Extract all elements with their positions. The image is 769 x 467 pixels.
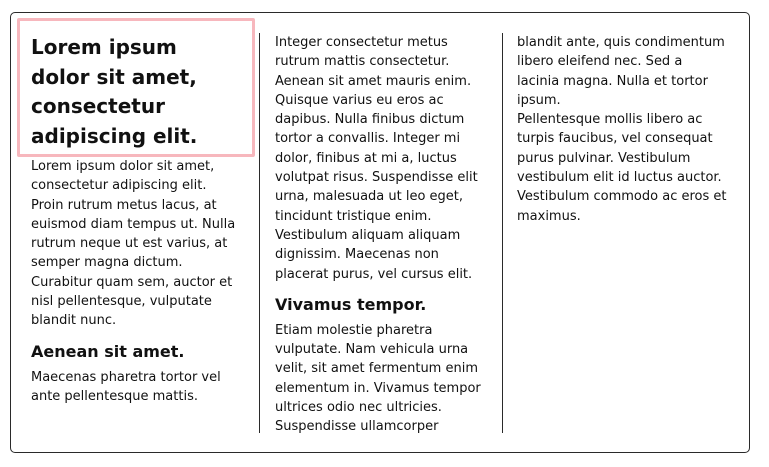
column-divider-1 bbox=[259, 33, 260, 433]
column-3-paragraph-2: Pellentesque mollis libero ac turpis faucibus, vel consequat purus pulvinar. Vestibulum vestibulum elit id luctus auctor. Vestibulum commodo ac eros et maximus. bbox=[517, 112, 727, 224]
section-heading-vivamus: Vivamus tempor. bbox=[275, 294, 427, 314]
column-1-paragraph-2: Maecenas pharetra tortor vel ante pellentesque mattis. bbox=[31, 369, 221, 404]
column-divider-2 bbox=[502, 33, 503, 433]
section-heading-aenean: Aenean sit amet. bbox=[31, 341, 185, 361]
column-1 bbox=[31, 33, 241, 406]
column-2 bbox=[275, 33, 485, 437]
column-2-paragraph-1: Integer consectetur metus rutrum mattis consectetur. Aenean sit amet mauris enim. Quisque varius eu eros ac dapibus. Nulla finibus dictum tortor a convallis. Integer mi dolor, finibus at mi a, luctus volutpat risus. Suspendisse elit urna, malesuada ut leo eget, tincidunt tristique enim. Vestibulum aliquam aliquam dignissim. Maecenas non placerat purus, vel cursus elit. bbox=[275, 35, 478, 282]
column-2-paragraph-2: Etiam molestie pharetra vulputate. Nam vehicula urna velit, sit amet fermentum enim elementum in. Vivamus tempor ultrices odio nec ultricies. Suspendisse ullamcorper bbox=[275, 322, 481, 435]
column-1-paragraph-1: Lorem ipsum dolor sit amet, consectetur adipiscing elit. Proin rutrum metus lacus, at euismod diam tempus ut. Nulla rutrum neque ut est varius, at semper magna dictum. Curabitur quam sem, auctor et nisl pellentesque, vulputate blandit nunc. bbox=[31, 159, 236, 329]
column-3 bbox=[517, 33, 727, 226]
column-3-paragraph-1: blandit ante, quis condimentum libero eleifend nec. Sed a lacinia magna. Nulla et tortor ipsum. bbox=[517, 35, 725, 108]
document-frame bbox=[10, 12, 750, 453]
article-title: Lorem ipsum dolor sit amet, consectetur adipiscing elit. bbox=[31, 35, 198, 148]
